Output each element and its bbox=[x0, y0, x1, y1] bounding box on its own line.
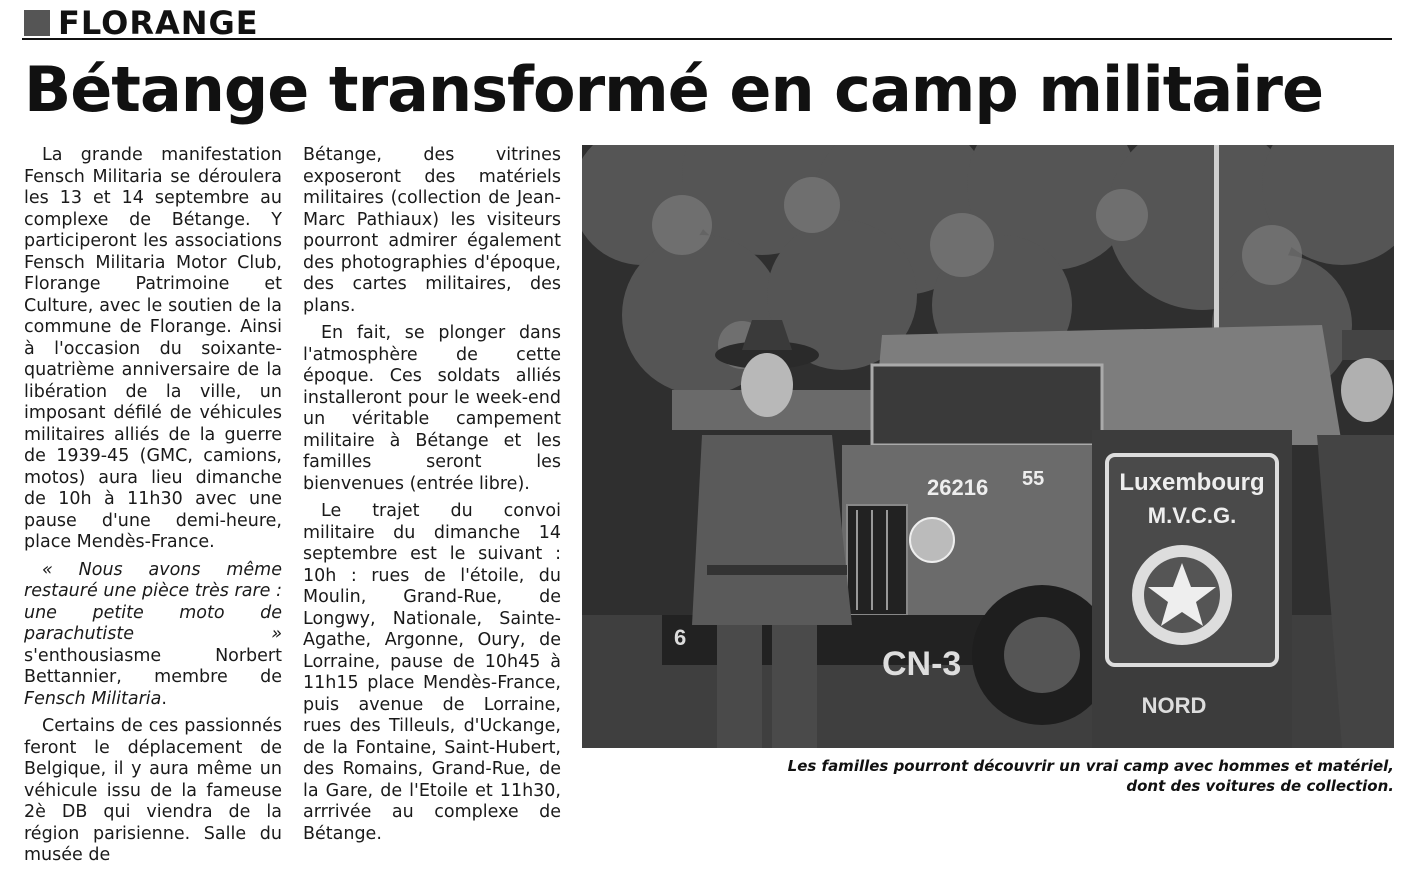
section-rubric bbox=[22, 4, 1392, 40]
paragraph: Certains de ces passionnés feront le déplacement de Belgique, il y aura même un véhicule issu de la fameuse 2è DB qui viendra de la région parisienne. Salle du musée de bbox=[24, 716, 282, 865]
section-title: FLORANGE bbox=[58, 4, 259, 42]
bumper-number: 6 bbox=[674, 625, 687, 650]
paragraph: La grande manifestation Fensch Militaria se déroulera les 13 et 14 septembre au complexe de Bétange. Y participeront les associations Fensch Militaria Motor Club, Florange Patrimoine et Culture, avec le soutien de la commune de Florange. Ainsi à l'occasion du soixante-quatrième anniversaire de la libération de la ville, un imposant défilé de véhicules militaires alliés de la guerre de 1939-45 (GMC, camions, motos) aura lieu dimanche de 10h à 11h30 avec une pause d'une demi-heure, place Mendès-France. bbox=[24, 145, 282, 552]
article-photo bbox=[582, 145, 1394, 748]
paragraph: Bétange, des vitrines exposeront des matériels militaires (collection de Jean-Marc Pathiaux) les visiteurs pourront admirer également des photographies d'époque, des cartes militaires, des plans. bbox=[303, 145, 561, 316]
caption-line-1: Les familles pourront découvrir un vrai camp avec hommes et matériel, bbox=[787, 757, 1394, 775]
photo-illustration bbox=[582, 145, 1394, 748]
quote-attribution: s'enthousiasme Norbert Bettannier, membre de bbox=[24, 645, 282, 687]
banner-bottom-text: NORD bbox=[1141, 693, 1207, 718]
article-column-1 bbox=[24, 145, 282, 873]
banner-subtitle: M.V.C.G. bbox=[1147, 503, 1237, 528]
paragraph-quote bbox=[24, 560, 282, 711]
paragraph: En fait, se plonger dans l'atmosphère de cette époque. Ces soldats alliés installeront pour le week-end un véritable campement militaire à Bétange et les familles seront les bienvenues (entrée libre). bbox=[303, 323, 561, 494]
article-headline: Bétange transformé en camp militaire bbox=[24, 53, 1324, 126]
quote-end: . bbox=[161, 688, 167, 709]
caption-line-2: dont des voitures de collection. bbox=[1126, 777, 1394, 795]
paragraph: Le trajet du convoi militaire du dimanche 14 septembre est le suivant : 10h : rues de l'étoile, du Moulin, Grand-Rue, de Longwy, Nationale, Sainte-Agathe, Argonne, Oury, de Lorraine, pause de 10h45 à 11h15 place Mendès-France, puis avenue de Lorraine, rues des Tilleuls, d'Uckange, de la Fontaine, Saint-Hubert, des Romains, Grand-Rue, de la Gare, de l'Etoile et 11h30, arrrivée au complexe de Bétange. bbox=[303, 501, 561, 844]
quote-text: « Nous avons même restauré une pièce très rare : une petite moto de parachutiste » bbox=[24, 559, 282, 644]
rubric-square-icon bbox=[24, 10, 50, 36]
photo-caption bbox=[700, 756, 1394, 796]
license-plate: CN-3 bbox=[882, 645, 962, 683]
hood-number-suffix: 55 bbox=[1022, 468, 1045, 490]
hood-number: 26216 bbox=[927, 475, 989, 500]
organization-name: Fensch Militaria bbox=[24, 688, 162, 709]
banner-title: Luxembourg bbox=[1119, 469, 1265, 496]
article-column-2 bbox=[303, 145, 561, 851]
